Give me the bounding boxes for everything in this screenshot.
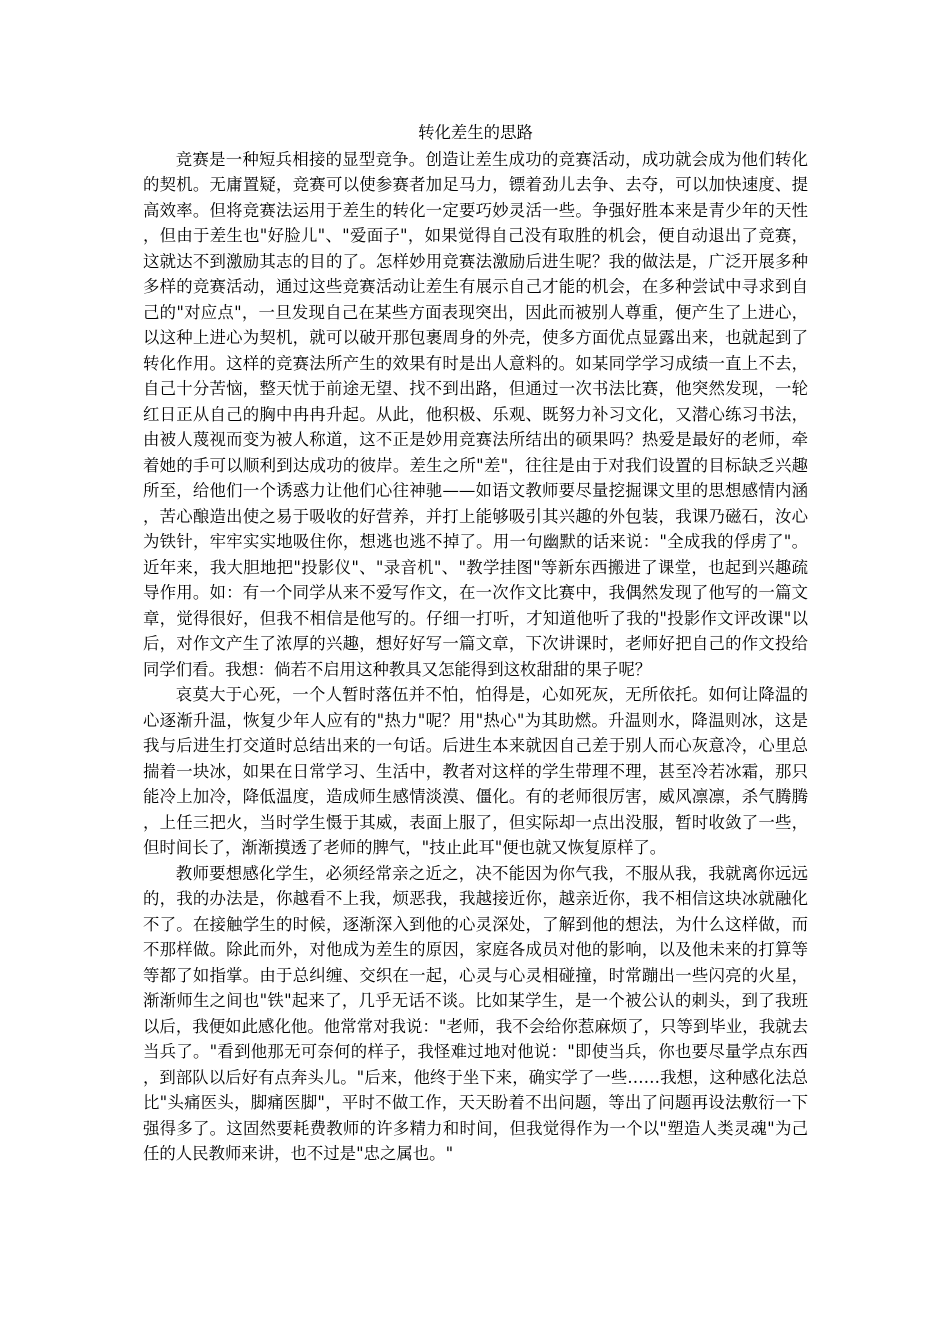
document-title: 转化差生的思路 [418,123,533,142]
paragraph-competition: 竞赛是一种短兵相接的显型竞争。创造让差生成功的竞赛活动，成功就会成为他们转化的契机。无庸置疑，竞赛可以使参赛者加足马力，镖着劲儿去争、去夺，可以加快速度、提高效率。但将竞赛法运用于差生的转化一定要巧妙灵活一些。争强好胜本来是青少年的天性，但由于差生也"好脸儿"、"爱面子"，如果觉得自己没有取胜的机会，便自动退出了竞赛，这就达不到激励其志的目的了。怎样妙用竞赛法激励后进生呢？我的做法是，广泛开展多种多样的竞赛活动，通过这些竞赛活动让差生有展示自己才能的机会，在多种尝试中寻求到自己的"对应点"，一旦发现自己在某些方面表现突出，因此而被别人尊重，便产生了上进心，以这种上进心为契机，就可以破开那包裹周身的外壳，使多方面优点显露出来，也就起到了转化作用。这样的竞赛法所产生的效果有时是出人意料的。如某同学学习成绩一直上不去，自己十分苦恼，整天忧于前途无望、找不到出路，但通过一次书法比赛，他突然发现，一轮红日正从自己的胸中冉冉升起。从此，他积极、乐观、既努力补习文化，又潜心练习书法，由被人蔑视而变为被人称道，这不正是妙用竞赛法所结出的硕果吗？热爱是最好的老师，牵着她的手可以顺利到达成功的彼岸。差生之所"差"，往往是由于对我们设置的目标缺乏兴趣所至，给他们一个诱惑力让他们心往神驰——如语文教师要尽量挖掘课文里的思想感情内涵，苦心酿造出使之易于吸收的好营养，并打上能够吸引其兴趣的外包装，我课乃磁石，汝心为铁针，牢牢实实地吸住你，想逃也逃不掉了。用一句幽默的话来说："全成我的俘虏了"。近年来，我大胆地把"投影仪"、"录音机"、"教学挂图"等新东西搬进了课堂，也起到兴趣疏导作用。如：有一个同学从来不爱写作文，在一次作文比赛中，我偶然发现了他写的一篇文章，觉得很好，但我不相信是他写的。仔细一打听，才知道他听了我的"投影作文评改课"以后，对作文产生了浓厚的兴趣，想好好写一篇文章，下次讲课时，老师好把自己的作文投给同学们看。我想：倘若不启用这种教具又怎能得到这枚甜甜的果子呢？ [143,149,808,679]
document-body [143,120,808,1167]
paragraph-warmth: 哀莫大于心死，一个人暂时落伍并不怕，怕得是，心如死灰，无所依托。如何让降温的心逐渐升温，恢复少年人应有的"热力"呢？用"热心"为其助燃。升温则水，降温则冰，这是我与后进生打交道时总结出来的一句话。后进生本来就因自己差于别人而心灰意冷，心里总揣着一块冰，如果在日常学习、生活中，教者对这样的学生带理不理，甚至冷若冰霜，那只能冷上加冷，降低温度，造成师生感情淡漠、僵化。有的老师很厉害，威风凛凛，杀气腾腾，上任三把火，当时学生慑于其威，表面上服了，但实际却一点出没服，暂时收敛了一些，但时间长了，渐渐摸透了老师的脾气，"技止此耳"便也就又恢复原样了。 [143,685,808,857]
paragraph-influence: 教师要想感化学生，必须经常亲之近之，决不能因为你气我，不服从我，我就离你远远的，我的办法是，你越看不上我，烦恶我，我越接近你，越亲近你，我不相信这块冰就融化不了。在接触学生的时候，逐渐深入到他的心灵深处，了解到他的想法，为什么这样做，而不那样做。除此而外，对他成为差生的原因，家庭各成员对他的影响，以及他未来的打算等等都了如指掌。由于总纠缠、交织在一起，心灵与心灵相碰撞，时常蹦出一些闪亮的火星，渐渐师生之间也"铁"起来了，几乎无话不谈。比如某学生，是一个被公认的刺头，到了我班以后，我便如此感化他。他常常对我说："老师，我不会给你惹麻烦了，只等到毕业，我就去当兵了。"看到他那无可奈何的样子，我怪难过地对他说："即使当兵，你也要尽量学点东西，到部队以后好有点奔头儿。"后来，他终于坐下来，确实学了一些……我想，这种感化法总比"头痛医头，脚痛医脚"，平时不做工作，天天盼着不出问题，等出了问题再设法敷衍一下强得多了。这固然要耗费教师的许多精力和时间，但我觉得作为一个以"塑造人类灵魂"为己任的人民教师来讲，也不过是"忠之属也。" [143,863,808,1163]
